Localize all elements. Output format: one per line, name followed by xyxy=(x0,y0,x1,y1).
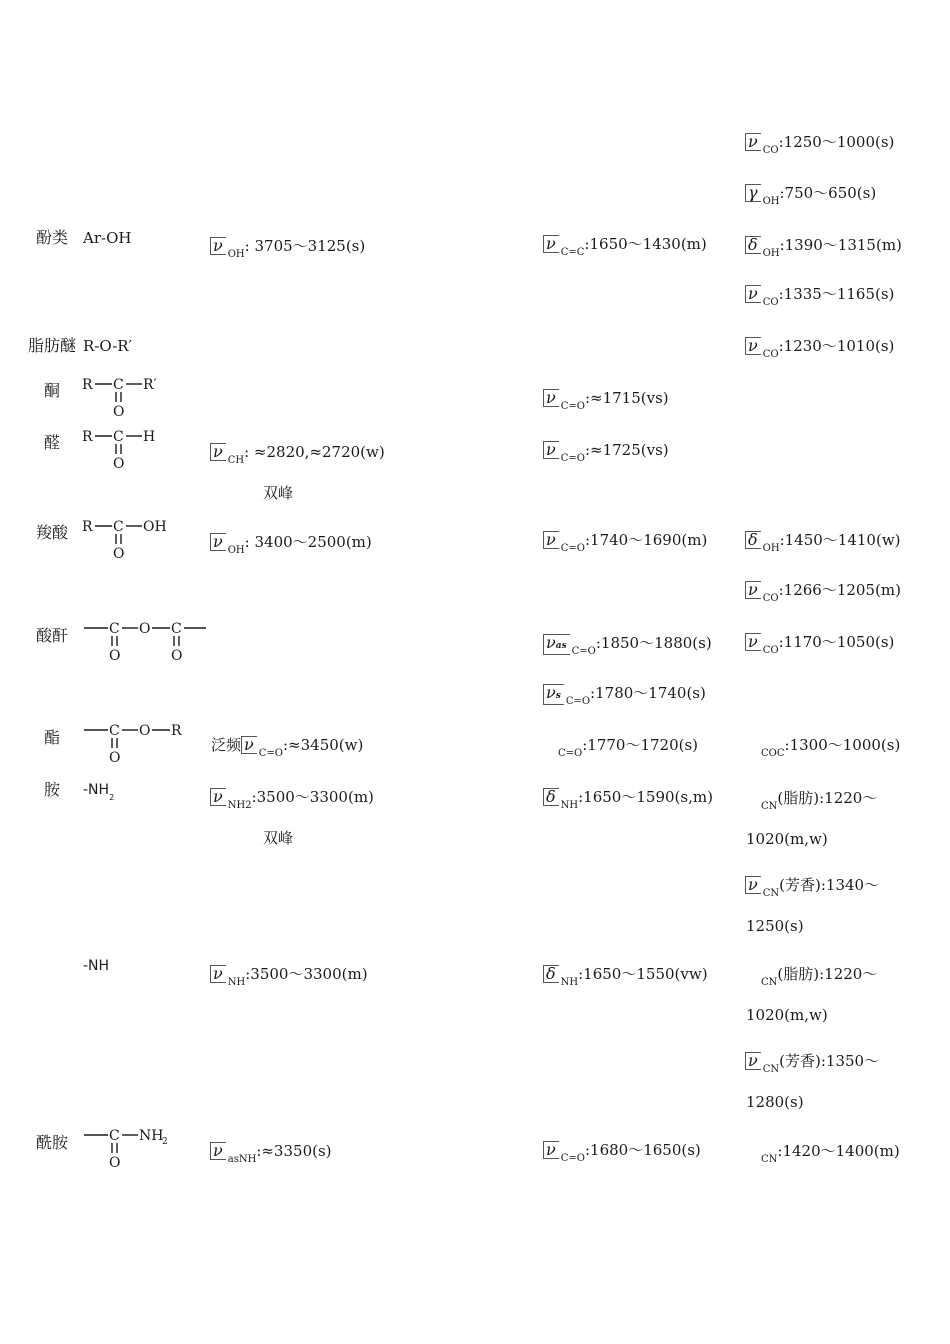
struct-r2: R′ xyxy=(143,377,157,393)
delta-symbol: δ xyxy=(745,236,761,254)
nu-symbol: ν xyxy=(210,533,226,551)
phenol-oh-stretch: ν $_{OH}$: 3705～3125(s) xyxy=(210,237,365,264)
phenol-co-stretch: ν $_{CO}$:1250～1000(s) xyxy=(745,133,894,160)
struct-c: C xyxy=(113,377,124,393)
secondary-amine-nh-delta: δ $_{NH}$:1650～1550(vw) xyxy=(543,965,708,992)
struct-r1: R xyxy=(82,519,93,535)
struct-o: O xyxy=(113,546,125,562)
formula-secondary-amine: -NH xyxy=(83,958,110,974)
category-amine: 胺 xyxy=(44,780,61,799)
struct-o2: O xyxy=(171,648,183,664)
nu-symbol: ν xyxy=(543,531,559,549)
struct-r1: R xyxy=(82,377,93,393)
phenol-oh-gamma: γ $_{OH}$:750～650(s) xyxy=(745,184,876,211)
category-phenol: 酚类 xyxy=(36,228,69,247)
nu-symbol: ν xyxy=(210,1142,226,1160)
phenol-co-stretch-2: ν $_{CO}$:1335～1165(s) xyxy=(745,285,894,312)
category-acid: 羧酸 xyxy=(36,523,69,542)
primary-amine-cn-aliphatic-cont: 1020(m,w) xyxy=(746,830,828,848)
delta-symbol: δ xyxy=(543,965,559,983)
struct-c2: C xyxy=(171,621,182,637)
ester-coc-stretch: $_{COC}$:1300～1000(s) xyxy=(761,736,901,759)
nu-symbol: ν xyxy=(543,389,559,407)
category-ester: 酯 xyxy=(44,728,61,747)
struct-c: C xyxy=(109,1128,120,1144)
nu-symbol: ν xyxy=(745,633,761,651)
nu-symbol: ν xyxy=(745,285,761,303)
formula-phenol: Ar-OH xyxy=(83,229,132,247)
formula-primary-amine: $-NH_2$ xyxy=(83,782,115,802)
aldehyde-ch-stretch: ν $_{CH}$: ≈2820,≈2720(w) xyxy=(210,443,385,470)
secondary-amine-cn-aromatic: ν $_{CN}$(芳香):1350～ xyxy=(745,1052,879,1079)
acid-oh-delta: δ $_{OH}$:1450～1410(w) xyxy=(745,531,901,558)
aldehyde-structure xyxy=(82,424,172,474)
primary-amine-nh-delta: δ $_{NH}$:1650～1590(s,m) xyxy=(543,788,713,815)
category-anhydride: 酸酐 xyxy=(36,626,69,645)
secondary-amine-cn-aliphatic: $_{CN}$(脂肪):1220～ xyxy=(761,965,878,988)
primary-amine-cn-aromatic-cont: 1250(s) xyxy=(746,917,804,935)
primary-amine-cn-aliphatic: $_{CN}$(脂肪):1220～ xyxy=(761,789,878,812)
struct-o: O xyxy=(113,404,125,420)
nu-symbol: ν xyxy=(745,1052,761,1070)
category-aldehyde: 醛 xyxy=(44,433,61,452)
nu-symbol: ν xyxy=(210,788,226,806)
struct-o1: O xyxy=(109,648,121,664)
anhydride-structure xyxy=(84,617,209,667)
struct-o: O xyxy=(113,456,125,472)
ester-structure xyxy=(84,719,189,769)
struct-c: C xyxy=(113,429,124,445)
struct-nh: NH xyxy=(139,1128,164,1144)
formula-ether: R-O-R′ xyxy=(83,337,132,355)
anhydride-co-single-stretch: ν $_{CO}$:1170～1050(s) xyxy=(745,633,894,660)
amide-nh-asym-stretch: ν $_{asNH}$:≈3350(s) xyxy=(210,1142,332,1169)
nu-symbol: ν xyxy=(745,133,761,151)
nu-s-symbol: νs xyxy=(543,684,564,705)
struct-nh-sub: 2 xyxy=(162,1137,168,1147)
anhydride-co-sym-stretch: νs $_{C=O}$:1780～1740(s) xyxy=(543,684,706,711)
nu-as-symbol: νas xyxy=(543,634,570,655)
ester-co-stretch: $_{C=O}$:1770～1720(s) xyxy=(558,736,699,759)
nu-symbol: ν xyxy=(543,235,559,253)
struct-h: H xyxy=(143,429,156,445)
gamma-symbol: γ xyxy=(745,184,761,202)
category-ketone: 酮 xyxy=(44,381,61,400)
nu-symbol: ν xyxy=(543,1141,559,1159)
primary-amine-doublet-note: 双峰 xyxy=(263,829,294,847)
phenol-oh-delta: δ $_{OH}$:1390～1315(m) xyxy=(745,236,902,263)
anhydride-co-asym-stretch: νas $_{C=O}$:1850～1880(s) xyxy=(543,634,712,661)
struct-o: O xyxy=(109,1155,121,1171)
delta-symbol: δ xyxy=(745,531,761,549)
delta-symbol: δ xyxy=(543,788,559,806)
aldehyde-doublet-note: 双峰 xyxy=(263,484,294,502)
ester-overtone: 泛频 ν $_{C=O}$:≈3450(w) xyxy=(211,735,364,759)
aldehyde-co-stretch: ν $_{C=O}$:≈1725(vs) xyxy=(543,441,669,468)
nu-symbol: ν xyxy=(210,237,226,255)
acid-co-stretch: ν $_{C=O}$:1740～1690(m) xyxy=(543,531,707,558)
struct-c: C xyxy=(109,723,120,739)
struct-o-mid: O xyxy=(139,723,151,739)
phenol-cc-stretch: ν $_{C=C}$:1650～1430(m) xyxy=(543,235,707,262)
nu-symbol: ν xyxy=(210,443,226,461)
nu-symbol: ν xyxy=(241,736,257,754)
amide-cn-stretch: $_{CN}$:1420～1400(m) xyxy=(761,1142,900,1165)
acid-oh-stretch: ν $_{OH}$: 3400～2500(m) xyxy=(210,533,372,560)
acid-co-single-stretch: ν $_{CO}$:1266～1205(m) xyxy=(745,581,901,608)
category-amide: 酰胺 xyxy=(36,1133,69,1152)
struct-c: C xyxy=(113,519,124,535)
ether-co-stretch: ν $_{CO}$:1230～1010(s) xyxy=(745,337,894,364)
struct-r: R xyxy=(171,723,182,739)
struct-o: O xyxy=(109,750,121,766)
category-ether: 脂肪醚 xyxy=(28,336,77,355)
nu-symbol: ν xyxy=(745,876,761,894)
struct-o-bridge: O xyxy=(139,621,151,637)
primary-amine-nh-stretch: ν $_{NH2}$:3500～3300(m) xyxy=(210,788,374,815)
struct-oh: OH xyxy=(143,519,167,535)
ketone-structure xyxy=(82,372,172,422)
nu-symbol: ν xyxy=(543,441,559,459)
secondary-amine-cn-aliphatic-cont: 1020(m,w) xyxy=(746,1006,828,1024)
nu-symbol: ν xyxy=(745,581,761,599)
struct-r1: R xyxy=(82,429,93,445)
primary-amine-cn-aromatic: ν $_{CN}$(芳香):1340～ xyxy=(745,876,879,903)
struct-c1: C xyxy=(109,621,120,637)
secondary-amine-nh-stretch: ν $_{NH}$:3500～3300(m) xyxy=(210,965,368,992)
amide-structure xyxy=(84,1124,179,1174)
acid-structure xyxy=(82,514,177,564)
amide-co-stretch: ν $_{C=O}$:1680～1650(s) xyxy=(543,1141,701,1168)
nu-symbol: ν xyxy=(745,337,761,355)
nu-symbol: ν xyxy=(210,965,226,983)
secondary-amine-cn-aromatic-cont: 1280(s) xyxy=(746,1093,804,1111)
ketone-co-stretch: ν $_{C=O}$:≈1715(vs) xyxy=(543,389,669,416)
